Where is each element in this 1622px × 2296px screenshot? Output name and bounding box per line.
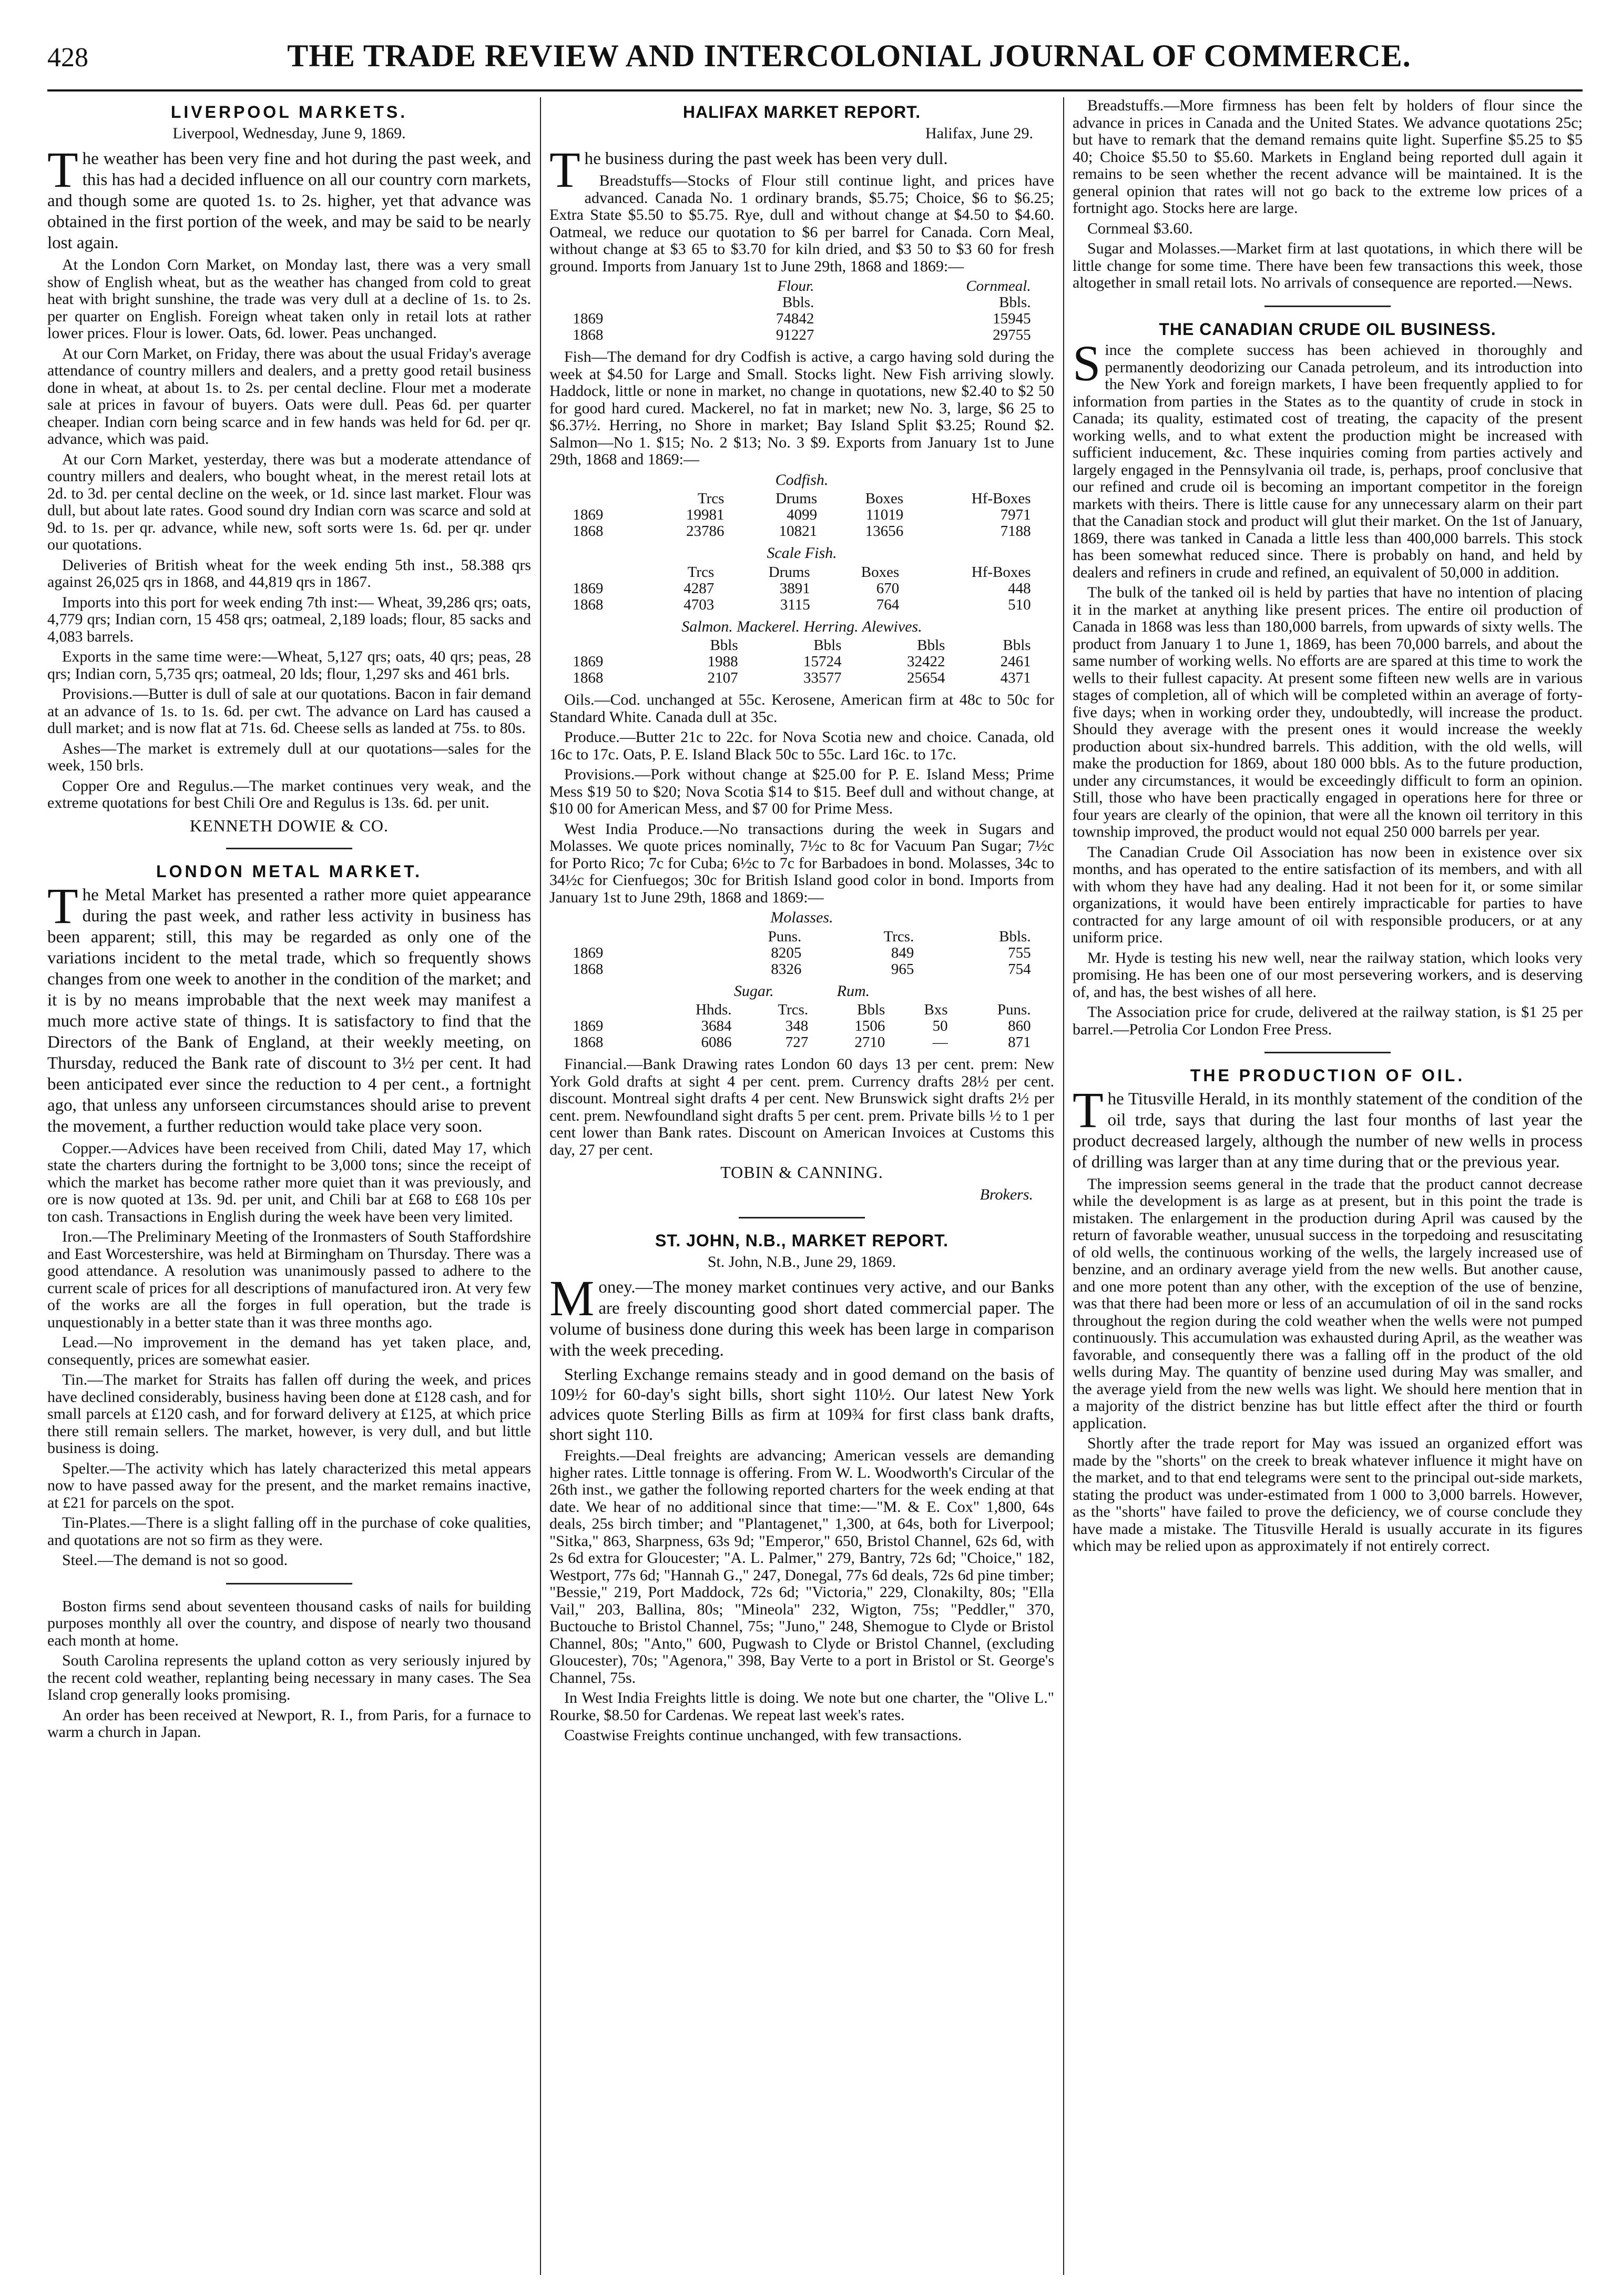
article-paragraph: At our Corn Market, on Friday, there was about the usual Friday's average attendance of country millers and dealers, and a pretty good retail business done in wheat, at about 1s. to 2s. per cental decline. Flour met a moderate sale at prices in favour of buyers. Oats were dull. Peas 6d. per quarter cheaper. Indian corn being scarce and in few hands was held for 6d. per qr. advance, which was paid. [47,344,531,448]
article-paragraph: Produce.—Butter 21c to 22c. for Nova Scotia new and choice. Canada, old 16c to 17c. Oats, P. E. Island Black 50c to 55c. Lard 16c. to 17c. [549,728,1054,763]
molasses-imports-table: Puns. Trcs. Bbls. 1869 8205 849 755 1868 8326 965 754 [569,929,1034,978]
article-paragraph: Mr. Hyde is testing his new well, near the railway station, which looks very promising. He has been one of our most persevering workers, and is deserving of, and has, the best wishes of all here. [1073,949,1583,1001]
article-paragraph: Lead.—No improvement in the demand has yet taken place, and, consequently, prices are somewhat easier. [47,1334,531,1368]
article-paragraph: Copper Ore and Regulus.—The market continues very weak, and the extreme quotations for best Chili Ore and Regulus is 13s. 6d. per unit. [47,777,531,811]
page-number: 428 [47,43,88,73]
column-3 [1073,97,1583,2275]
misc-notes [47,1598,531,1741]
article-lead: Money.—The money market continues very active, and our Banks are freely discounting good short dated commercial paper. The volume of business done during this week has been large in comparison with the week preceding. [549,1270,1054,1360]
flour-imports-table [569,278,1034,343]
article-paragraph: In West India Freights little is doing. We note but one charter, the "Olive L." Rourke, $8.50 for Cardenas. We repeat last week's rates. [549,1689,1054,1724]
article-paragraph: Steel.—The demand is not so good. [62,1551,288,1569]
article-paragraph: Financial.—Bank Drawing rates London 60 days 13 per cent. prem: New York Gold drafts at sight 4 per cent. prem. Currency drafts 28½ per cent. discount. Montreal sight drafts 4 per cent. New Brunswick sight drafts 2½ per cent. prem. Newfoundland sight drafts 5 per cent. prem. Private bills ½ to 1 per cent lower than Bank rates. Discount on American Invoices at Customs this day, 27 per cent. [549,1055,1054,1159]
table-row: 1868 4703 3115 764 510 [573,596,1031,613]
salmon-mackerel-table: Bbls Bbls Bbls Bbls 1869 1988 15724 32422 2461 1868 2107 33577 25654 4371 [569,637,1034,686]
article-paragraph: Breadstuffs—Stocks of Flour still continue light, and prices have advanced. Canada No. 1 ordinary brands, $5.75; Choice, $6 to $6.25; Extra State $5.50 to $5.75. Rye, dull and without change at $4.50 to $4.60. Oatmeal, we reduce our quotation to $6 per barrel for Canada. Corn Meal, without change at $3 65 to $3.70 for kiln dried, and $3 50 to $3 60 for fresh ground. Imports from January 1st to June 29th, 1868 and 1869:— [549,172,1054,275]
article-paragraph: Coastwise Freights continue unchanged, with few transactions. [564,1726,962,1744]
article-paragraph: Provisions.—Pork without change at $25.00 for P. E. Island Mess; Prime Mess $19 50 to $20; Nova Scotia $14 to $15. Beef dull and without change, at $10 00 for American Mess, and $7 00 for Prime Mess. [549,766,1054,817]
article-lead: Since the complete success has been achieved in thoroughly and permanently deodorizing our Canada petroleum, and its introduction into the New York and foreign markets, I have been frequently applied to for information from parties in the States as to the quantity of crude in stock in Canada; its quality, estimated cost of treating, the capacity of the present working wells, and to what extent the production might be increased with sufficient inducement, &c. These inquiries coming from parties actively and largely engaged in the Pennsylvania oil trade, is, perhaps, proof conclusive that our refined and crude oil is becoming an important competitor in the foreign markets with theirs. There is little cause for any unnecessary alarm on their part that the Canadian stock and product will glut their market. On the 1st of January, 1869, there was tanked in Canada a little less than 400,000 barrels. This stock has been somewhat reduced since. There is probably on hand, and held by dealers and refiners in crude and refined, an equivalent of 50,000 in addition. [1073,335,1583,581]
article-paragraph: Tin.—The market for Straits has fallen off during the week, and prices have declined considerably, business having been done at £128 cash, and for small parcels at £120 cash, and for forward delivery at £125, at which price there still remain sellers. The market, however, is very dull, and but little business is doing. [47,1371,531,1457]
article-paragraph: At the London Corn Market, on Monday last, there was a very small show of English wheat, but as the weather has changed from cold to great heat with bright sunshine, the trade was very dull at a decline of 1s. to 2s. per quarter on English. Foreign wheat taken only in retail lots at rather lower prices. Flour is lower. Oats, 6d. lower. Peas unchanged. [47,256,531,342]
article-title: LONDON METAL MARKET. [156,862,422,881]
article-title: THE CANADIAN CRUDE OIL BUSINESS. [1159,319,1496,339]
page-header [47,38,1583,85]
sugar-rum-table: Hhds. Trcs. Bbls Bxs Puns. 1869 3684 348 1506 50 860 1868 6086 727 2710 — 871 [569,1002,1034,1051]
article-title: THE PRODUCTION OF OIL. [1190,1066,1465,1085]
canadian-crude-oil-article [1073,321,1583,1039]
section-separator [1264,1052,1391,1053]
column-1 [47,97,531,2275]
article-title: LIVERPOOL MARKETS. [170,103,408,121]
section-separator [226,1583,352,1584]
dateline: Liverpool, Wednesday, June 9, 1869. [172,124,406,142]
article-paragraph: Oils.—Cod. unchanged at 55c. Kerosene, American firm at 48c to 50c for Standard White. Canada dull at 35c. [549,691,1054,726]
section-separator [1264,306,1391,307]
article-title: HALIFAX MARKET REPORT. [682,103,921,121]
st-john-continued [1073,97,1583,292]
table-row: 1869 19981 4099 11019 7971 [573,506,1031,523]
table-header: Flour. [777,278,814,294]
liverpool-markets-article [47,104,531,834]
table-caption: Scale Fish. [767,544,837,562]
column-2 [549,97,1054,2275]
table-row: 1868 2107 33577 25654 4371 [573,669,1031,686]
column-divider [1063,97,1064,2275]
table-caption: Molasses. [770,909,833,926]
article-paragraph: Deliveries of British wheat for the week ending 5th inst., 58.388 qrs against 26,025 qrs in 1868, and 44,819 qrs in 1867. [47,556,531,591]
codfish-exports-table: Trcs Drums Boxes Hf-Boxes 1869 19981 4099 11019 7971 1868 23786 10821 13656 7188 [569,491,1034,540]
table-row: 1868 91227 29755 [573,327,1031,343]
article-paragraph: At our Corn Market, yesterday, there was but a moderate attendance of country millers and dealers, who bought wheat, in the merest retail lots at 2d. to 3d. per cental decline on the week, or 1d. since last market. Flour was dull, but about late rates. Good sound dry Indian corn was scarce and sold at 9d. to 1s. per qr. advance, while new, soft sorts were 1s. 6d. per qr. under our quotations. [47,450,531,553]
article-lead: The business during the past week has been very dull. [549,141,948,198]
article-paragraph: West India Produce.—No transactions during the week in Sugars and Molasses. We quote prices nominally, 7½c to 8c for Vacuum Pan Sugar; 7½c for Porto Rico; 7c for Cuba; 6½c to 7c for Barbadoes in bond. Molasses, 34c to 34½c for Cienfuegos; 30c for British Island good color in bond. Imports from January 1st to June 29th, 1868 and 1869:— [549,820,1054,906]
scale-fish-table: Trcs Drums Boxes Hf-Boxes 1869 4287 3891 670 448 1868 4703 3115 764 510 [569,564,1034,613]
table-row: 1868 8326 965 754 [573,960,1031,978]
article-signature: TOBIN & CANNING. [720,1163,883,1182]
table-row: 1869 1988 15724 32422 2461 [573,653,1031,670]
masthead-title: THE TRADE REVIEW AND INTERCOLONIAL JOURNAL OF COMMERCE. [287,38,1411,73]
article-paragraph: Fish—The demand for dry Codfish is active, a cargo having sold during the week at $4.50 for Large and Small. Stocks light. New Fish arriving slowly. Haddock, little or none in market, no change in quotations, new $2.40 to $2 50 for good hard cured. Mackerel, no fat in market; new No. 3, large, $6 25 to $6.37½. Herring, no Shore in market; Bay Island Split $3.25; Round $2. Salmon—No 1. $15; No. 2 $13; No. 3 $9. Exports from January 1st to June 29th, 1868 and 1869:— [549,348,1054,468]
article-paragraph: Exports in the same time were:—Wheat, 5,127 qrs; oats, 40 qrs; peas, 28 qrs; Indian corn, 5,735 qrs; oatmeal, 20 lds; flour, 1,297 sks and 461 brls. [47,648,531,683]
table-row: 1869 4287 3891 670 448 [573,580,1031,597]
article-paragraph: Freights.—Deal freights are advancing; American vessels are demanding higher rates. Little tonnage is offering. From W. L. Woodworth's Circular of the 26th inst., we gather the following reported charters for the week ending at that date. We hear of no additional since that time:—"M. & E. Cox" 1,800, 64s deals, 25s birch timber; and "Plantagenet," 1,300, at 64s, both for Liverpool; "Sitka," 863, Sharpness, 63s 9d; "Emperor," 650, Bristol Channel, 62s 6d, with 2s 6d extra for Gloucester; "A. L. Palmer," 279, Bantry, 72s 6d; "Choice," 182, Westport, 77s 6d; "Hannah G.," 247, Donegal, 77s 6d deals, 72s 6d pine timber; "Bessie," 219, Port Maddock, 72s 6d; "Victoria," 229, Clonakilty, 80s; "Ella Vail," 203, Ballina, 80s; "Mineola" 232, Wigton, 75s; "Peddler," 370, Buctouche to Bristol Channel, 75s; "Juno," 248, Shemogue to Clyde or Bristol Channel, 80s; "Anto," 600, Pugwash to Clyde or Bristol Channel, (excluding Gloucester), 70s; "Agenora," 398, Bay Verte to a port in Bristol or St. George's Channel, 75s. [549,1447,1054,1687]
article-paragraph: Cornmeal $3.60. [1087,219,1193,237]
london-metal-market-article [47,863,531,1569]
note-paragraph: An order has been received at Newport, R. I., from Paris, for a furnace to warm a church in Japan. [47,1706,531,1741]
article-signature: KENNETH DOWIE & CO. [189,816,389,835]
table-header: Cornmeal. [966,278,1031,294]
article-paragraph: Imports into this port for week ending 7th inst:— Wheat, 39,286 qrs; oats, 4,779 qrs; Indian corn, 15 458 qrs; oatmeal, 2,189 loads; flour, 85 sacks and 4,083 barrels. [47,593,531,645]
article-paragraph: Copper.—Advices have been received from Chili, dated May 17, which state the charters during the fortnight to be 3,000 tons; since the receipt of which the market has become rather more quiet than it was previously, and ore is now quoted at 13s. 9d. per unit, and Chili bar at £68 to £68 10s per ton cash. Transactions in English during the week have been very limited. [47,1139,531,1225]
article-paragraph: The Canadian Crude Oil Association has now been in existence over six months, and has operated to the entire satisfaction of its members, and with all with whom they have had any dealing. Had it not been for it, or some similar organizations, it would have been entirely impracticable for parties to have contracted for any large amount of oil with responsible producers, or at any uniform price. [1073,843,1583,946]
article-lead: The weather has been very fine and hot during the past week, and this has had a decided influence on all our country corn markets, and though some are quoted 1s. to 2s. higher, yet that advance was obtained in the first portion of the week, and may be said to be nearly lost again. [47,141,531,252]
dateline: St. John, N.B., June 29, 1869. [707,1253,896,1271]
article-paragraph: The Association price for crude, delivered at the railway station, is $1 25 per barrel.—Petrolia Cor London Free Press. [1073,1003,1583,1038]
article-paragraph: Sugar and Molasses.—Market firm at last quotations, in which there will be little change for some time. There have been few transactions this week, those altogether in small retail lots. No arrivals of consequence are reported.—News. [1073,240,1583,291]
dateline: Halifax, June 29. [925,124,1033,142]
table-caption: Codfish. [775,471,829,489]
column-divider [540,97,541,2275]
table-row: 1869 74842 15945 [573,310,1031,327]
production-of-oil-article [1073,1067,1583,1555]
section-separator [739,1217,865,1218]
article-lead: The Titusville Herald, in its monthly statement of the condition of the oil trde, says that during the last four months of last year the product decreased largely, although the number of new wells in process of drilling was larger than at any time during that or the previous year. [1073,1081,1583,1172]
article-paragraph: Ashes—The market is extremely dull at our quotations—sales for the week, 150 brls. [47,739,531,774]
table-unit: Bbls. [782,294,814,311]
article-paragraph: Shortly after the trade report for May was issued an organized effort was made by the "shorts" on the creek to break whatever influence it might have on the market, and to that end telegrams were sent to the principal out-side markets, stating the product was under-estimated from 1 000 to 3,000 barrels. However, as the "shorts" have failed to prove the deficiency, we of course conclude they have made a mistake. The Titusville Herald is usually accurate in its figures which may be relied upon as approximately if not entirely correct. [1073,1435,1583,1555]
article-paragraph: Spelter.—The activity which has lately characterized this metal appears now to have passed away for the present, and the market remains inactive, at £21 for parcels on the spot. [47,1459,531,1511]
header-rule [47,89,1583,92]
article-paragraph: The impression seems general in the trade that the product cannot decrease while the development is as large as at present, but in this point the trade is mistaken. The enlargement in the production during April was caused by the return of favorable weather, unusual success in the torpedoing and resuscitating of old wells, the continuous working of the wells, the largely increased use of benzine, and an ordinary average yield from the new wells. But another cause, and one more potent than any other, with the exception of the use of benzine, was that there had been more or less of an accumulation of oil in the sand rocks throughout the region during the cold weather when the wells were not pumped continuously. This accumulation was exhausted during April, as the weather was favorable, and consequently there was a falling off in the product of the old wells during May. The quantity of benzine used during May was smaller, and the average yield from the new wells was light. We should here mention that in a majority of the district benzine has but little effect after the third or fourth application. [1073,1175,1583,1432]
st-john-market-report [549,1232,1054,1744]
article-paragraph: The bulk of the tanked oil is held by parties that have no intention of placing it in the market at anything like present prices. The entire oil production of Canada in 1868 was less than 180,000 barrels, from upwards of sixty wells. The product from January 1 to June 1, 1869, has been 70,000 barrels, and about the same number of working wells. No efforts are are spared at this time to work the wells to their fullest capacity. At present some fifteen new wells are in various stages of completion, all of which will be completed within an average of forty-five days; when in working order they, undoubtedly, will increase the product. Should they average with the present ones it would increase the weekly production about six-hundred barrels. This addition, with the old wells, will make the production for 1869, about 180 000 bbls. As to the future production, under any circumstances, it would be exceedingly difficult to form an opinion. Still, those who have been practically engaged in operations here for three or four years are clearly of the opinion, that were all the known oil territory in this township improved, the product would not equal 250 000 barrels per year. [1073,584,1583,840]
halifax-market-report [549,104,1054,1203]
article-paragraph: Breadstuffs.—More firmness has been felt by holders of flour since the advance in prices in Canada and the United States. We advance quotations 25c; but have to remark that the demand remains quite light. Superfine $5.25 to $5 40; Choice $5.50 to $5.60. Markets in England being reported dull again it remains to be seen whether the recent advance will be maintained. It is the general opinion that rates will not go back to the extreme low prices of a fortnight ago. Stocks here are large. [1073,97,1583,217]
table-row: 1869 3684 348 1506 50 860 [573,1018,1031,1034]
table-row: 1868 6086 727 2710 — 871 [573,1034,1031,1051]
article-lead: The Metal Market has presented a rather more quiet appearance during the past week, and rather less activity in business has been apparent; still, this may be regarded as only one of the variations incident to the metal trade, which so frequently shows changes from one week to another in the condition of the market; and it is by no means improbable that the next week may manifest a much more active state of things. It is satisfactory to find that the Directors of the Bank of England, at their weekly meeting, on Thursday, reduced the Bank rate of discount to 3½ per cent. It had been anticipated ever since the reduction to 4 per cent., a fortnight ago, that unless any unforseen circumstances should arise to prevent the movement, a further reduction would take place very soon. [47,877,531,1136]
article-title: ST. JOHN, N.B., MARKET REPORT. [655,1231,949,1250]
article-paragraph: Sterling Exchange remains steady and in good demand on the basis of 109½ for 60-day's sight bills, short sight 110½. Our latest New York advices quote Sterling Bills as firm at 109¾ for first class bank drafts, short sight 110. [549,1365,1054,1444]
note-paragraph: South Carolina represents the upland cotton as very seriously injured by the recent cold weather, replanting being necessary in many cases. The Sea Island crop generally looks promising. [47,1652,531,1703]
table-caption: Sugar. Rum. [733,982,870,1000]
article-paragraph: Iron.—The Preliminary Meeting of the Ironmasters of South Staffordshire and East Worcestershire, was held at Birmingham on Thursday. There was a good attendance. A resolution was unanimously passed to adhere to the current scale of prices for all descriptions of manufactured iron. At very few of the works are all the forges in full operation, but the trade is unquestionably in a better state than it was three months ago. [47,1228,531,1331]
table-row: 1868 23786 10821 13656 7188 [573,523,1031,540]
signature-title: Brokers. [980,1185,1033,1203]
table-caption: Salmon. Mackerel. Herring. Alewives. [681,617,922,635]
table-unit: Bbls. [999,294,1031,311]
section-separator [226,848,352,849]
table-row: 1869 8205 849 755 [573,944,1031,961]
article-paragraph: Provisions.—Butter is dull of sale at our quotations. Bacon in fair demand at an advance of 1s. to 1s. 6d. per cwt. The advance on Lard has caused a dull market; and is now flat at 71s. 6d. Cheese sells as landed at 75s. to 80s. [47,685,531,737]
article-paragraph: Tin-Plates.—There is a slight falling off in the purchase of coke qualities, and quotations are not so firm as they were. [47,1514,531,1549]
note-paragraph: Boston firms send about seventeen thousand casks of nails for building purposes monthly all over the country, and dispose of nearly two thousand each month at home. [47,1597,531,1649]
